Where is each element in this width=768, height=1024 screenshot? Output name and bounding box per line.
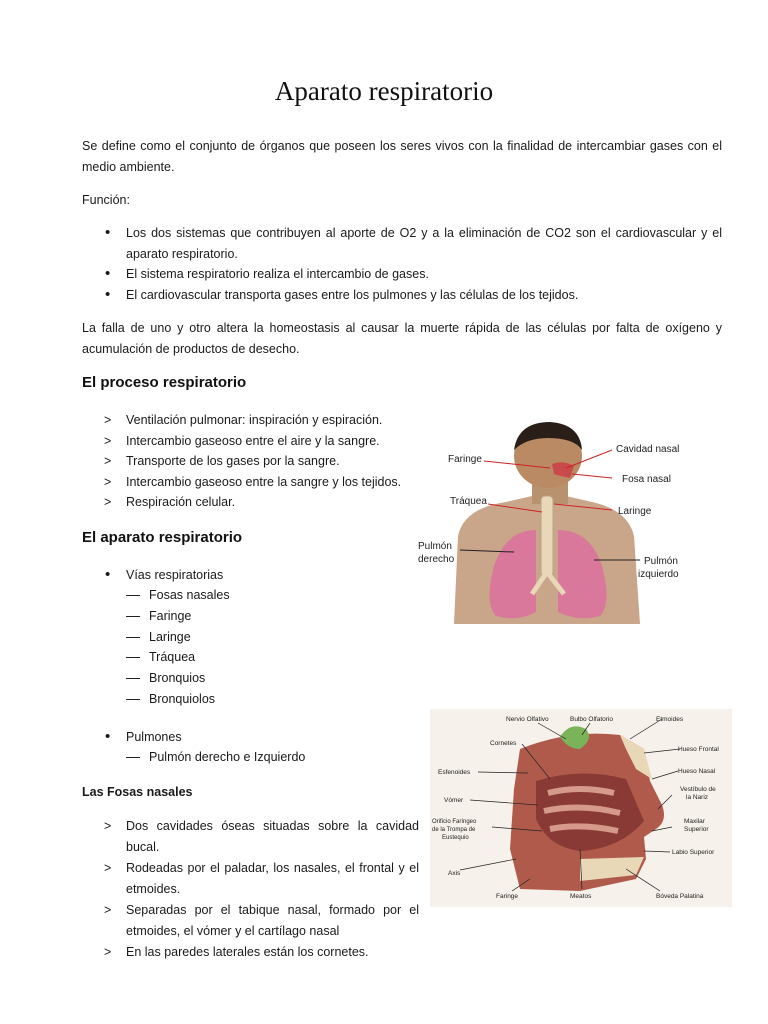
aparato-heading: El aparato respiratorio (82, 529, 243, 546)
label-pulmon-izq-2: izquierdo (638, 569, 679, 580)
label-maxilar-1: Maxilar (684, 818, 705, 825)
list-item: • Los dos sistemas que contribuyen al aporte de O2 y a la eliminación de CO2 son el cardiovascular y el aparato respiratorio. (126, 223, 722, 264)
list-item: > Rodeadas por el paladar, los nasales, el frontal y el etmoides. (126, 858, 419, 899)
label-boveda-palatina: Bóveda Palatina (656, 893, 704, 900)
list-item: Bronquiolos (149, 689, 389, 710)
list-item: Tráquea (149, 647, 389, 668)
label-vestibulo-2: la Nariz (686, 794, 709, 801)
list-item: Fosas nasales (149, 585, 389, 606)
list-item: • Pulmones (126, 727, 386, 748)
label-fosa: Fosa nasal (622, 474, 671, 485)
label-orificio-2: de la Trompa de (432, 827, 476, 833)
label-meatos: Meatos (570, 893, 592, 900)
list-item: > Respiración celular. (126, 492, 416, 513)
funcion-list (126, 223, 722, 305)
fosas-heading: Las Fosas nasales (82, 785, 193, 799)
label-pulmon-izq-1: Pulmón (644, 556, 678, 567)
fosas-list (126, 816, 419, 964)
label-labio-superior: Labio Superior (672, 849, 715, 856)
label-esfenoides: Esfenoides (438, 769, 471, 776)
label-vomer: Vómer (444, 797, 464, 804)
list-item: Pulmón derecho e Izquierdo (149, 747, 409, 768)
label-hueso-nasal: Hueso Nasal (678, 768, 716, 775)
vias-list (126, 565, 386, 586)
list-item: Bronquios (149, 668, 389, 689)
label-cornetes: Cornetes (490, 740, 517, 747)
label-faringe-2: Faringe (496, 893, 519, 900)
page-title: Aparato respiratorio (274, 76, 494, 106)
fosa-leader (572, 474, 612, 478)
list-item: • Vías respiratorias (126, 565, 386, 586)
label-etmoides: Etmoides (656, 716, 684, 723)
list-item: Laringe (149, 627, 389, 648)
intro-paragraph: Se define como el conjunto de órganos que poseen los seres vivos con la finalidad de intercambiar gases con el medio ambiente. (82, 139, 722, 174)
list-item: > Intercambio gaseoso entre la sangre y los tejidos. (126, 472, 416, 493)
list-item: > Intercambio gaseoso entre el aire y la sangre. (126, 431, 416, 452)
list-item: > Separadas por el tabique nasal, formado por el etmoides, el vómer y el cartílago nasal (126, 900, 419, 941)
label-pulmon-der-2: derecho (418, 554, 455, 565)
list-item: > En las paredes laterales están los cornetes. (126, 942, 419, 963)
label-bulbo-olfatorio: Bulbo Olfatorio (570, 716, 613, 723)
label-faringe: Faringe (448, 454, 482, 465)
falla-paragraph: La falla de uno y otro altera la homeostasis al causar la muerte rápida de las células por falta de oxígeno y acumulación de productos de desecho. (82, 321, 722, 356)
respiratory-system-figure (414, 416, 682, 624)
label-orificio-3: Eustequio (442, 835, 469, 841)
proceso-heading: El proceso respiratorio (82, 374, 247, 391)
label-vestibulo-1: Vestíbulo de (680, 786, 716, 793)
label-traquea: Tráquea (450, 496, 487, 507)
nasal-cavity-figure (430, 709, 732, 907)
list-item: > Ventilación pulmonar: inspiración y espiración. (126, 410, 416, 431)
trachea-shape (541, 496, 553, 576)
list-item: Faringe (149, 606, 389, 627)
nasal-illustration (430, 709, 732, 907)
proceso-list (126, 410, 416, 513)
pulmones-list (126, 727, 386, 748)
list-item: • El sistema respiratorio realiza el intercambio de gases. (126, 264, 722, 285)
funcion-label: Función: (82, 193, 130, 207)
label-maxilar-2: Superior (684, 826, 709, 833)
pulmones-sublist (149, 747, 409, 768)
list-item: • El cardiovascular transporta gases entre los pulmones y las células de los tejidos. (126, 285, 722, 306)
label-axis: Axis (448, 870, 461, 877)
list-item: > Transporte de los gases por la sangre. (126, 451, 416, 472)
label-nervio-olfativo: Nervio Olfativo (506, 716, 549, 723)
label-pulmon-der-1: Pulmón (418, 541, 452, 552)
respiratory-illustration (414, 416, 682, 624)
label-cavidad: Cavidad nasal (616, 444, 680, 455)
label-orificio-1: Orificio Faríngeo (432, 819, 477, 825)
label-hueso-frontal: Hueso Frontal (678, 746, 719, 753)
label-laringe: Laringe (618, 506, 652, 517)
list-item: > Dos cavidades óseas situadas sobre la cavidad bucal. (126, 816, 419, 857)
vias-sublist (149, 585, 389, 710)
